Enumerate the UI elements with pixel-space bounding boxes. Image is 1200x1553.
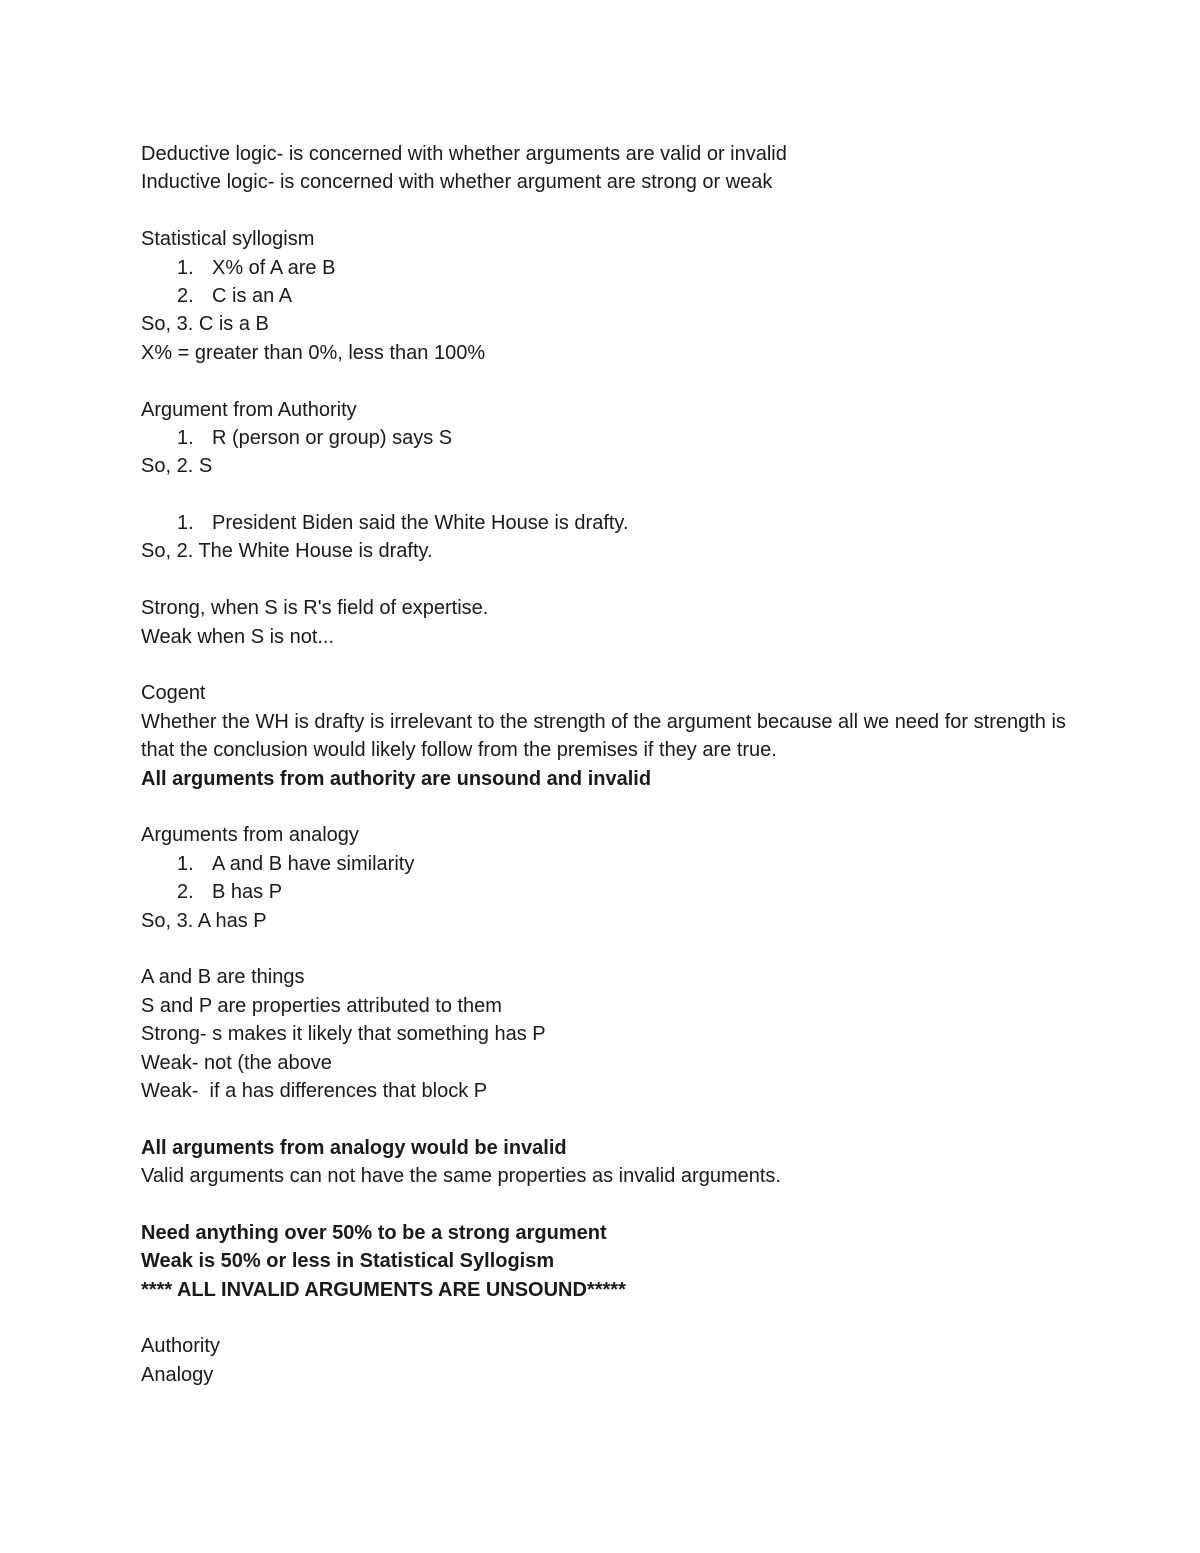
list-item [141, 509, 1101, 537]
document-body [141, 140, 1101, 1389]
analogy-heading: Arguments from analogy [141, 824, 359, 847]
weak-condition: Weak when S is not... [141, 625, 335, 648]
spacer [141, 935, 1101, 963]
spacer [141, 197, 1101, 225]
authority-bold-statement: All arguments from authority are unsound and invalid [141, 767, 652, 790]
analogy-note: Weak- not (the above [141, 1051, 332, 1074]
list-number: 1. [177, 512, 194, 535]
cogent-heading: Cogent [141, 682, 206, 705]
authority-heading: Argument from Authority [141, 398, 357, 421]
cogent-paragraph: Whether the WH is drafty is irrelevant to the strength of the argument because all we need for strength is that the conclusion would likely follow from the premises if they are true. [141, 710, 1066, 762]
spacer [141, 1105, 1101, 1133]
strong-condition: Strong, when S is R's field of expertise. [141, 597, 489, 620]
analogy-note: Weak- if a has differences that block P [141, 1079, 488, 1102]
list-item [141, 878, 1101, 906]
analogy-conclusion: So, 3. A has P [141, 909, 267, 932]
weak-threshold-statement: Weak is 50% or less in Statistical Syllogism [141, 1250, 555, 1273]
example-conclusion: So, 2. The White House is drafty. [141, 540, 433, 563]
spacer [141, 1190, 1101, 1218]
percentage-note: X% = greater than 0%, less than 100% [141, 341, 486, 364]
list-number: 1. [177, 426, 194, 449]
list-item [141, 254, 1101, 282]
list-number: 2. [177, 881, 194, 904]
list-item-text: R (person or group) says S [212, 426, 453, 449]
list-item-text: X% of A are B [212, 256, 336, 279]
analogy-note: S and P are properties attributed to them [141, 994, 502, 1017]
list-number: 1. [177, 852, 194, 875]
analogy-note: Strong- s makes it likely that something has P [141, 1023, 546, 1046]
spacer [141, 367, 1101, 395]
list-item-text: C is an A [212, 284, 293, 307]
list-item-text: A and B have similarity [212, 852, 415, 875]
inductive-logic-definition: Inductive logic- is concerned with whether argument are strong or weak [141, 171, 773, 194]
summary-item: Authority [141, 1335, 220, 1358]
list-number: 2. [177, 284, 194, 307]
list-item-text: B has P [212, 881, 283, 904]
list-number: 1. [177, 256, 194, 279]
strong-threshold-statement: Need anything over 50% to be a strong argument [141, 1221, 607, 1244]
invalid-unsound-statement: **** ALL INVALID ARGUMENTS ARE UNSOUND***** [141, 1278, 626, 1301]
statistical-syllogism-heading: Statistical syllogism [141, 228, 315, 251]
valid-arguments-note: Valid arguments can not have the same properties as invalid arguments. [141, 1165, 781, 1188]
authority-conclusion: So, 2. S [141, 455, 213, 478]
analogy-note: A and B are things [141, 966, 305, 989]
list-item [141, 282, 1101, 310]
deductive-logic-definition: Deductive logic- is concerned with whether arguments are valid or invalid [141, 143, 787, 165]
spacer [141, 793, 1101, 821]
spacer [141, 651, 1101, 679]
summary-item: Analogy [141, 1363, 214, 1386]
list-item-text: President Biden said the White House is drafty. [212, 512, 629, 535]
spacer [141, 481, 1101, 509]
list-item [141, 850, 1101, 878]
list-item [141, 424, 1101, 452]
spacer [141, 566, 1101, 594]
statistical-syllogism-conclusion: So, 3. C is a B [141, 313, 269, 336]
analogy-bold-statement: All arguments from analogy would be invalid [141, 1136, 567, 1159]
spacer [141, 1304, 1101, 1332]
